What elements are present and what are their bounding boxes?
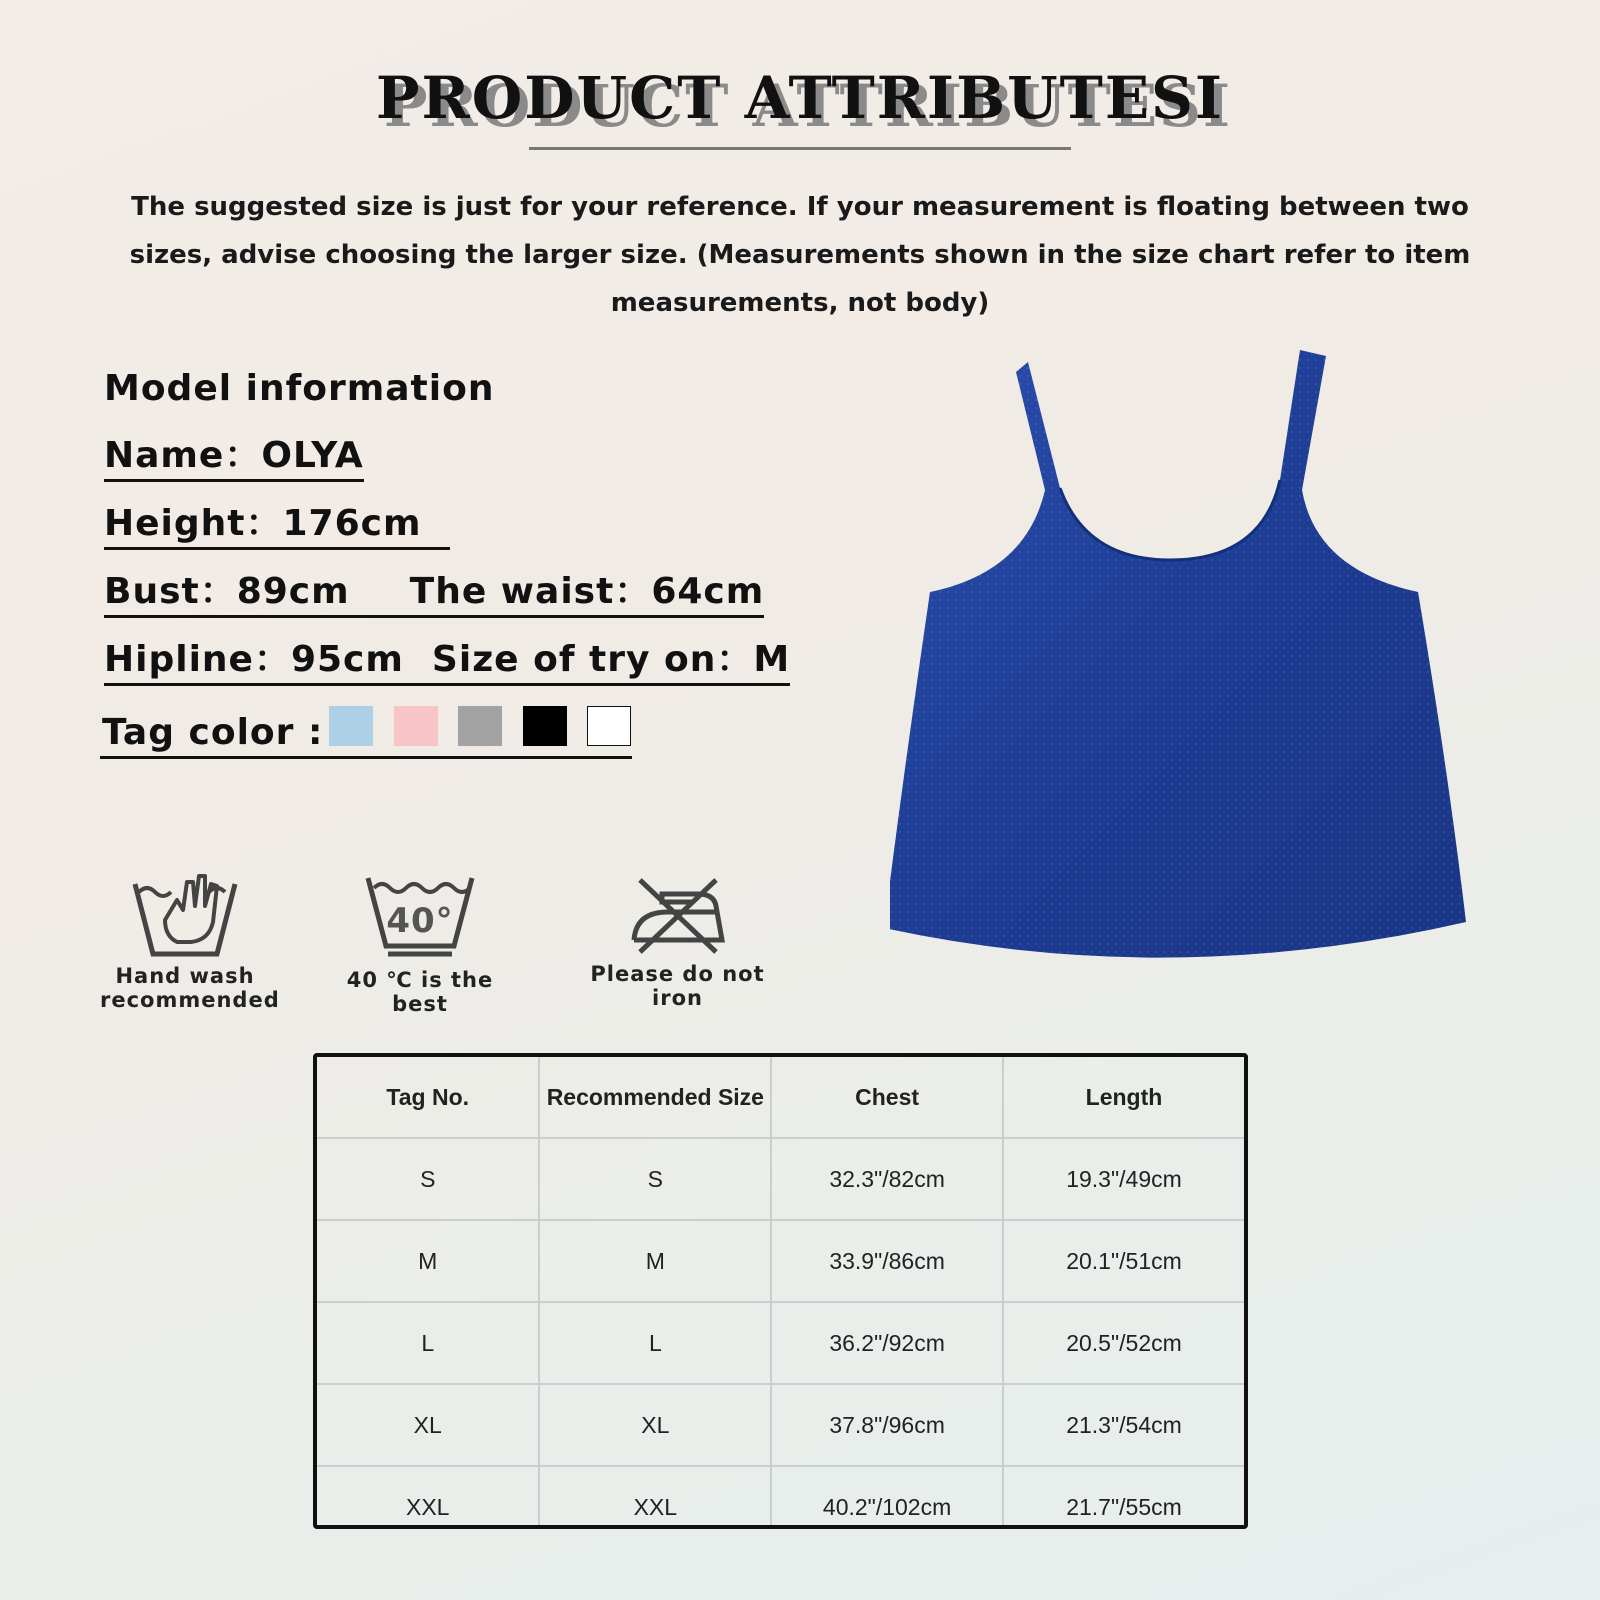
size-chart-header-row [317, 1057, 1244, 1138]
cell-chest: 37.8"/96cm [771, 1384, 1003, 1466]
cell-recommended-size: S [539, 1138, 771, 1220]
table-row [317, 1220, 1244, 1302]
cell-chest: 36.2"/92cm [771, 1302, 1003, 1384]
cell-length: 19.3"/49cm [1003, 1138, 1244, 1220]
cell-recommended-size: L [539, 1302, 771, 1384]
table-row [317, 1302, 1244, 1384]
hand-wash-icon [125, 862, 245, 962]
wash-40-icon [362, 874, 478, 958]
hand-wash-line1: Hand wash [115, 964, 255, 988]
wash-40-block [330, 874, 510, 1016]
tank-top-shape [890, 350, 1466, 958]
model-hipline: Hipline：95cm [104, 639, 404, 680]
page-title: PRODUCT ATTRIBUTESI [375, 64, 1225, 132]
cell-chest: 33.9"/86cm [771, 1220, 1003, 1302]
cell-recommended-size: M [539, 1220, 771, 1302]
hand-wash-block [100, 862, 280, 1012]
cell-tag-no: XL [317, 1384, 539, 1466]
header-length: Length [1003, 1057, 1244, 1138]
wash-temp-badge: 40° [386, 901, 454, 941]
title-divider [529, 147, 1071, 150]
cell-length: 20.1"/51cm [1003, 1220, 1244, 1302]
tag-color-swatch-pink [394, 706, 438, 746]
cell-tag-no: XXL [317, 1466, 539, 1529]
model-hip-size [104, 639, 790, 686]
tag-color-label: Tag color : [102, 712, 324, 753]
tag-color-row [100, 690, 632, 759]
cell-recommended-size: XL [539, 1384, 771, 1466]
cell-length: 21.7"/55cm [1003, 1466, 1244, 1529]
title-wrap [0, 62, 1600, 134]
wash-temp-label: 40 ℃ is the best [346, 968, 494, 1016]
model-bust: Bust：89cm [104, 571, 350, 612]
cell-length: 20.5"/52cm [1003, 1302, 1244, 1384]
cell-chest: 40.2"/102cm [771, 1466, 1003, 1529]
header-chest: Chest [771, 1057, 1003, 1138]
no-iron-icon [628, 876, 728, 956]
model-heading: Model information [104, 368, 495, 409]
model-name: Name：OLYA [104, 435, 364, 482]
product-tank-top-image [890, 350, 1490, 990]
hand-wash-line2: recommended [100, 988, 280, 1012]
no-iron-label: Please do not iron [590, 962, 765, 1010]
size-chart [313, 1053, 1248, 1529]
cell-tag-no: M [317, 1220, 539, 1302]
cell-tag-no: L [317, 1302, 539, 1384]
table-row [317, 1138, 1244, 1220]
size-advice-text: The suggested size is just for your reference. If your measurement is floating between two sizes, advise choosing the larger size. (Measurements shown in the size chart refer to item measurements, not body) [129, 192, 1471, 318]
tag-color-swatch-light-blue [329, 706, 373, 746]
tag-color-swatch-black [523, 706, 567, 746]
cell-tag-no: S [317, 1138, 539, 1220]
no-iron-block [570, 876, 785, 1010]
header-recommended-size: Recommended Size [539, 1057, 771, 1138]
model-try-on-size: Size of try on：M [431, 639, 791, 680]
model-height [104, 503, 450, 550]
cell-recommended-size: XXL [539, 1466, 771, 1529]
tag-color-swatch-white [587, 706, 631, 746]
cell-length: 21.3"/54cm [1003, 1384, 1244, 1466]
size-chart-table [317, 1057, 1244, 1529]
model-bust-waist [104, 571, 764, 618]
cell-chest: 32.3"/82cm [771, 1138, 1003, 1220]
model-waist: The waist：64cm [409, 571, 765, 612]
table-row [317, 1466, 1244, 1529]
model-information [104, 368, 790, 707]
tag-color-swatch-gray [458, 706, 502, 746]
model-height-text: Height：176cm [104, 503, 422, 544]
table-row [317, 1384, 1244, 1466]
header-tag-no: Tag No. [317, 1057, 539, 1138]
